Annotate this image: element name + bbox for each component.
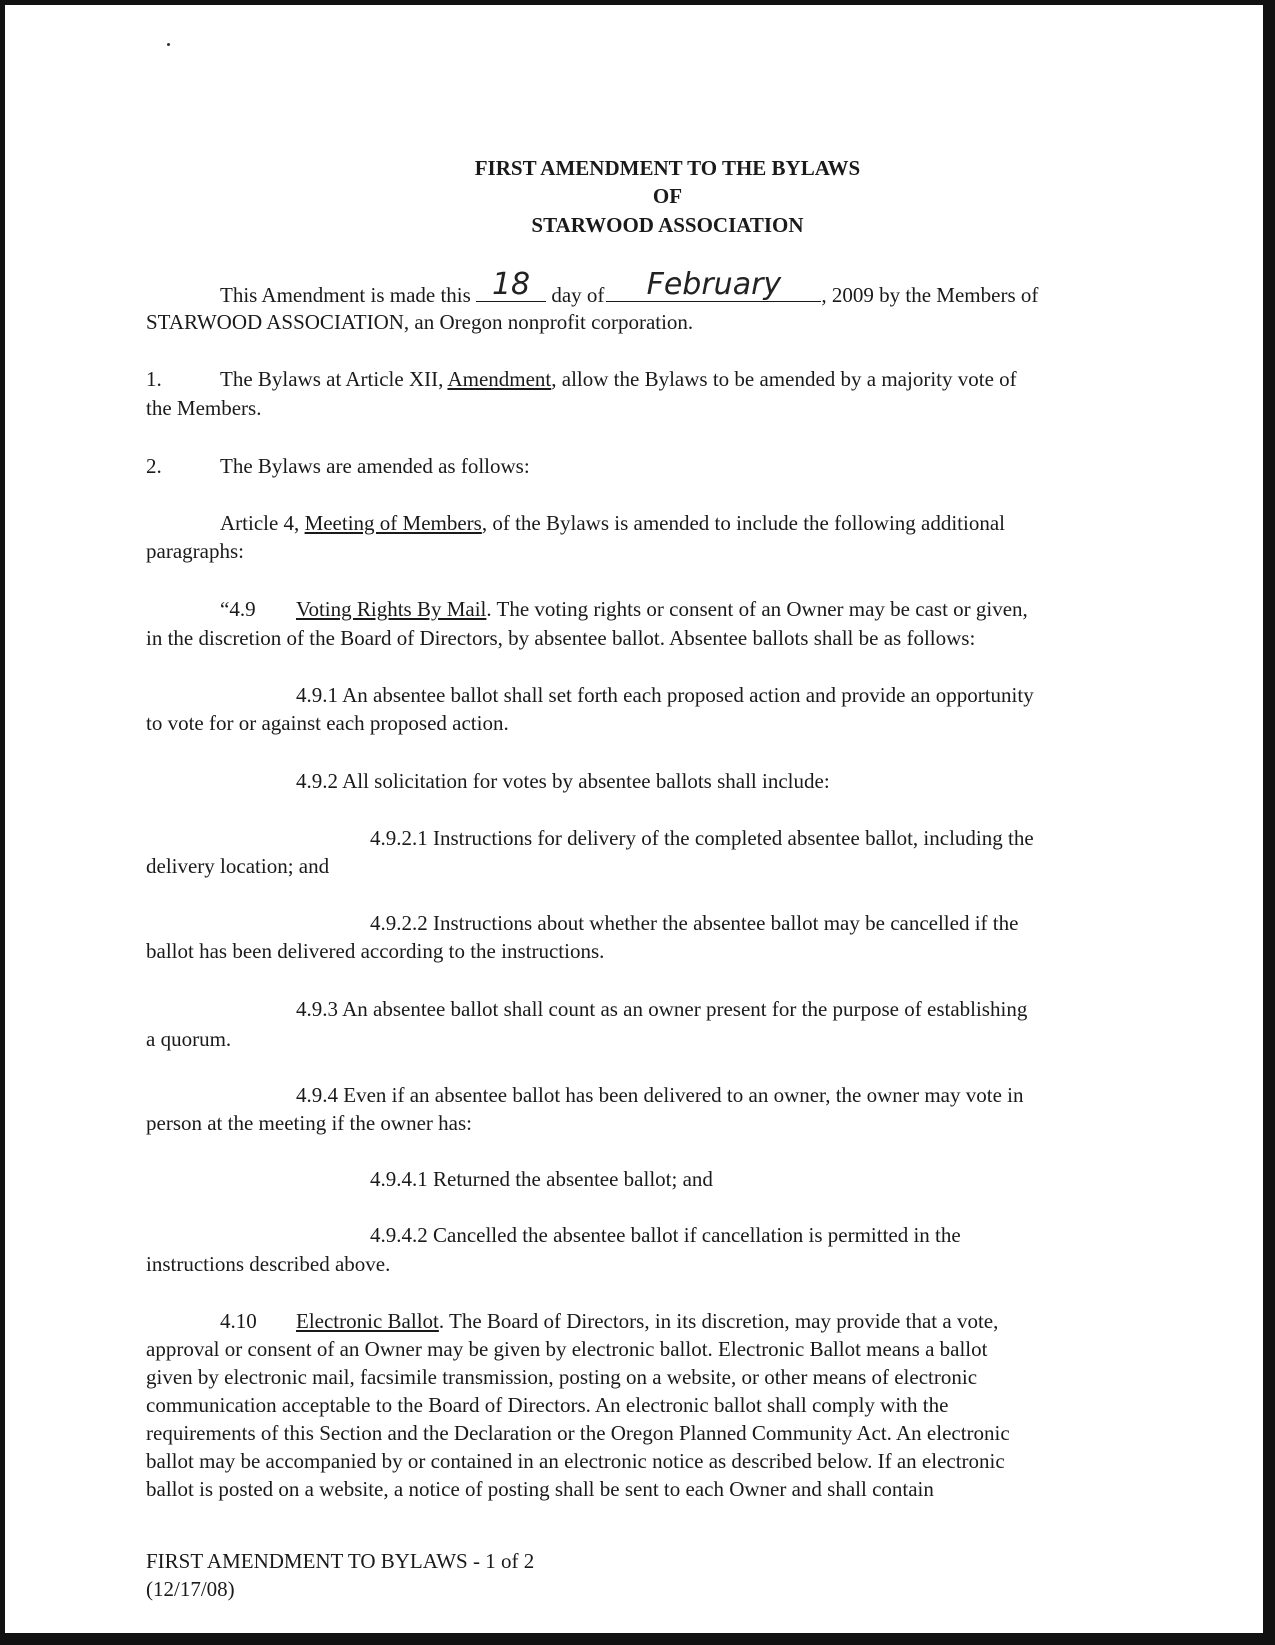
para-4-9-1-line-2: to vote for or against each proposed action.	[146, 711, 509, 735]
para-4-9-number: “4.9	[220, 597, 256, 621]
para-4-9-1-line-1: 4.9.1 An absentee ballot shall set forth each proposed action and provide an opportunity	[296, 683, 1034, 707]
para-4-10-line-2: approval or consent of an Owner may be given by electronic ballot. Electronic Ballot means a ballot	[146, 1337, 988, 1361]
scan-border-bottom	[0, 1633, 1275, 1645]
para-4-9-line-2: in the discretion of the Board of Directors, by absentee ballot. Absentee ballots shall be as follows:	[146, 626, 976, 650]
para-4-9-4-2-line-1: 4.9.4.2 Cancelled the absentee ballot if cancellation is permitted in the	[370, 1223, 961, 1247]
para-4-9-line-1: Voting Rights By Mail. The voting rights or consent of an Owner may be cast or given,	[296, 597, 1028, 621]
para-4-9-2-line-1: 4.9.2 All solicitation for votes by absentee ballots shall include:	[296, 769, 830, 793]
title-line-2: OF	[652, 184, 683, 208]
electronic-ballot-heading: Electronic Ballot	[296, 1309, 439, 1333]
meeting-of-members-heading: Meeting of Members	[304, 511, 482, 535]
para-4-9-3-line-2: a quorum.	[146, 1027, 232, 1051]
footer-title: FIRST AMENDMENT TO BYLAWS - 1 of 2	[146, 1549, 535, 1573]
article-4-line-1: Article 4, Meeting of Members, of the Bylaws is amended to include the following additional	[220, 511, 1006, 535]
section-2-text: The Bylaws are amended as follows:	[220, 454, 530, 478]
para-4-10-line-7: ballot is posted on a website, a notice of posting shall be sent to each Owner and shall contain	[146, 1477, 934, 1501]
day-blank	[476, 267, 546, 302]
para-4-9-4-line-2: person at the meeting if the owner has:	[146, 1111, 472, 1135]
para-4-9-2-2-line-1: 4.9.2.2 Instructions about whether the absentee ballot may be cancelled if the	[370, 911, 1019, 935]
scan-speck	[167, 43, 170, 46]
para-4-9-4-1-line-1: 4.9.4.1 Returned the absentee ballot; and	[370, 1167, 713, 1191]
handwritten-day: 18	[491, 267, 531, 302]
para-4-10-number: 4.10	[220, 1309, 257, 1333]
para-4-9-4-line-1: 4.9.4 Even if an absentee ballot has been delivered to an owner, the owner may vote in	[296, 1083, 1024, 1107]
para-4-10-line-4: communication acceptable to the Board of Directors. An electronic ballot shall comply with the	[146, 1393, 949, 1417]
para-4-10-line-1: Electronic Ballot. The Board of Directors, in its discretion, may provide that a vote,	[296, 1309, 999, 1333]
scan-border-top	[0, 0, 1275, 5]
scan-border-right	[1263, 0, 1275, 1645]
para-4-9-2-1-line-2: delivery location; and	[146, 854, 330, 878]
title-line-1: FIRST AMENDMENT TO THE BYLAWS	[474, 156, 861, 180]
para-4-10-line-3: given by electronic mail, facsimile transmission, posting on a website, or other means of electronic	[146, 1365, 978, 1389]
para-4-9-2-2-line-2: ballot has been delivered according to the instructions.	[146, 939, 605, 963]
section-1-line-2: the Members.	[146, 396, 262, 420]
amendment-heading: Amendment	[447, 367, 552, 391]
para-4-9-3-line-1: 4.9.3 An absentee ballot shall count as an owner present for the purpose of establishing	[296, 997, 1028, 1021]
para-4-9-2-1-line-1: 4.9.2.1 Instructions for delivery of the completed absentee ballot, including the	[370, 826, 1034, 850]
preamble-line-2: STARWOOD ASSOCIATION, an Oregon nonprofit corporation.	[146, 310, 694, 334]
scan-border-left	[0, 0, 5, 1645]
voting-rights-heading: Voting Rights By Mail	[296, 597, 487, 621]
title-line-3: STARWOOD ASSOCIATION	[531, 213, 804, 237]
para-4-9-4-2-line-2: instructions described above.	[146, 1252, 391, 1276]
handwritten-month: February	[646, 267, 782, 302]
footer-date: (12/17/08)	[146, 1577, 235, 1601]
article-4-line-2: paragraphs:	[146, 539, 244, 563]
para-4-10-line-5: requirements of this Section and the Declaration or the Oregon Planned Community Act. An electronic	[146, 1421, 1010, 1445]
preamble-line-1: This Amendment is made this 18 day of February , 2009 by the Members of	[220, 267, 1039, 307]
section-2-number: 2.	[146, 454, 162, 478]
section-1-number: 1.	[146, 367, 162, 391]
section-1-line-1: The Bylaws at Article XII, Amendment, allow the Bylaws to be amended by a majority vote of	[220, 367, 1017, 391]
para-4-10-line-6: ballot may be accompanied by or contained in an electronic notice as described below. If an electronic	[146, 1449, 1005, 1473]
month-blank	[606, 267, 821, 302]
